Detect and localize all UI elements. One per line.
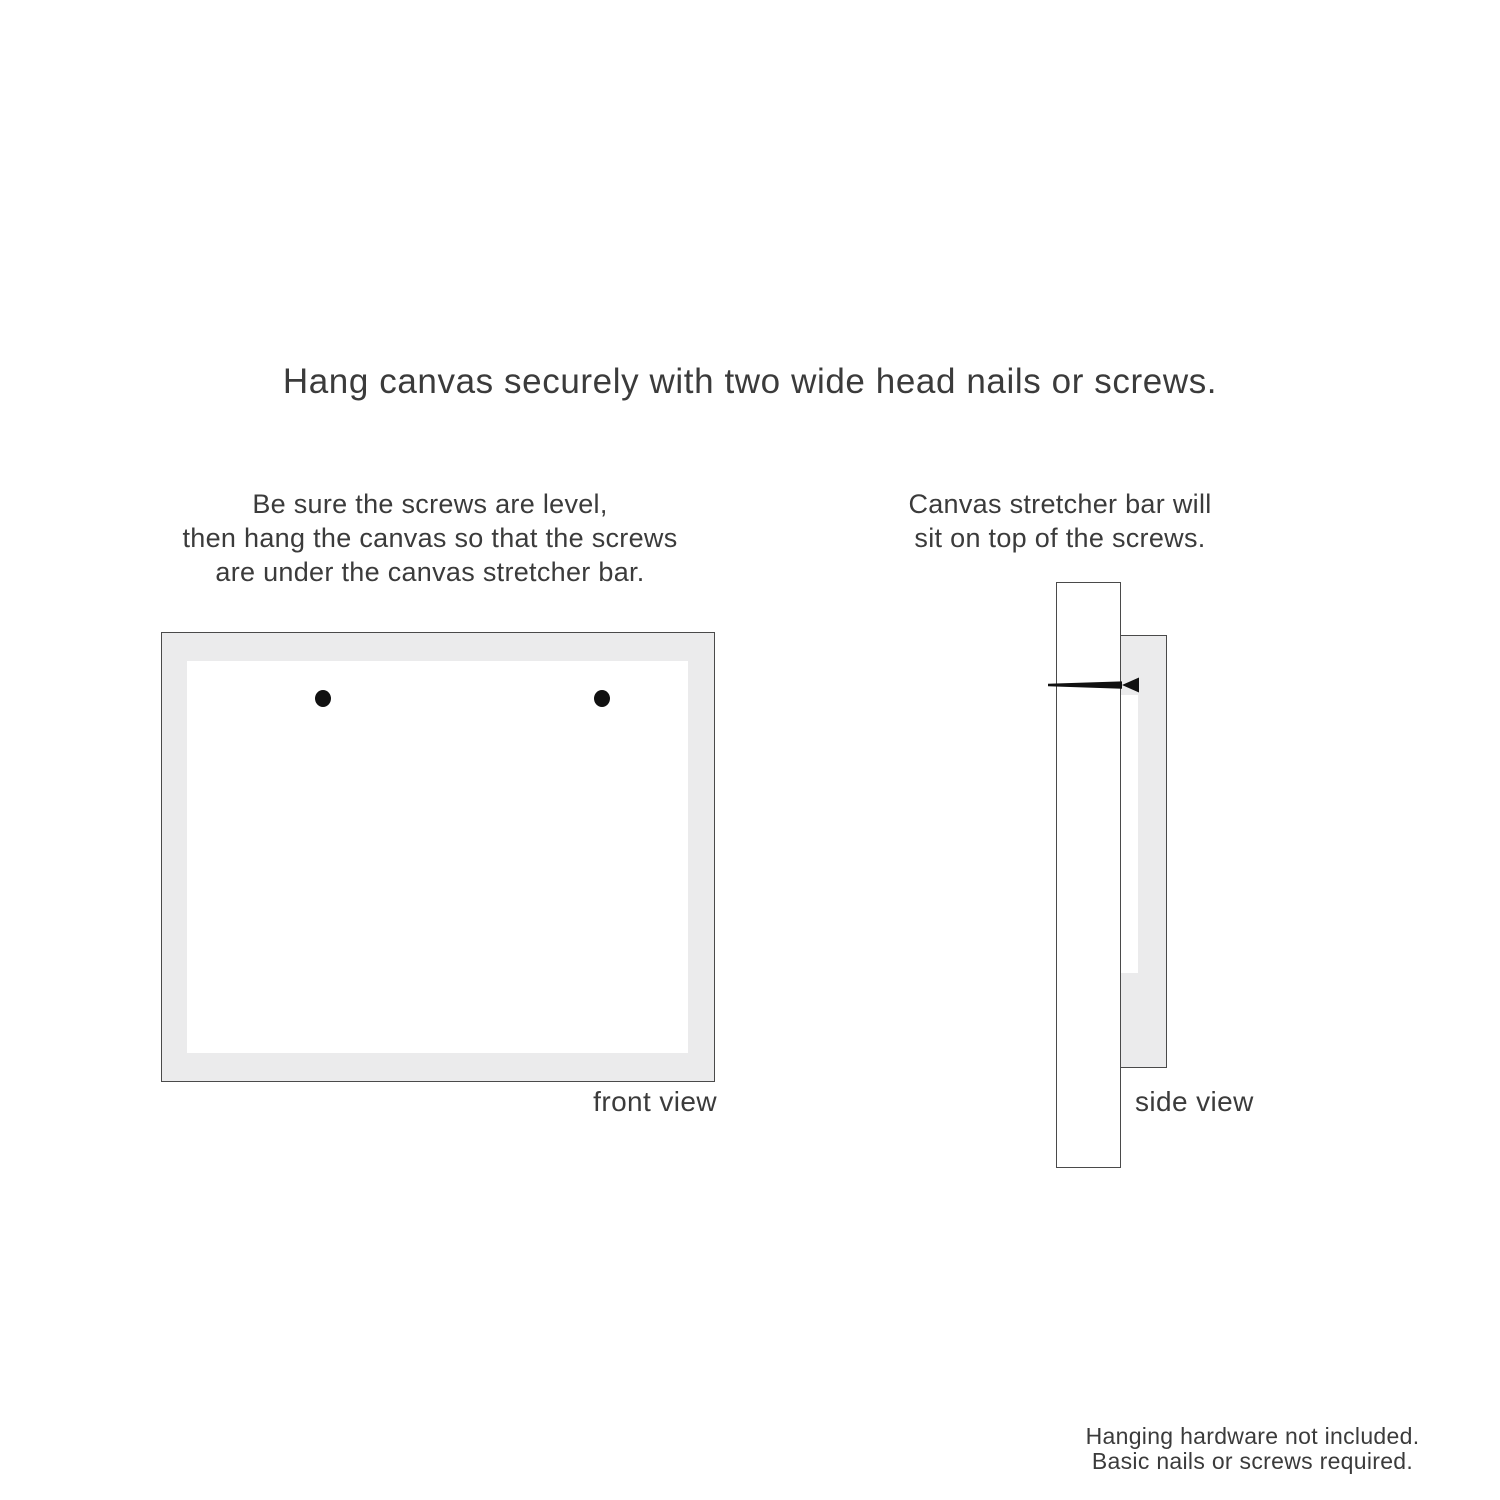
side-view-caption: side view [1135, 1086, 1254, 1117]
side-instruction-line-1: Canvas stretcher bar will [908, 489, 1212, 519]
front-view-canvas-face [187, 661, 688, 1053]
nail-icon [1040, 668, 1145, 702]
footer-line-1: Hanging hardware not included. [1085, 1423, 1420, 1449]
page-title: Hang canvas securely with two wide head nails or screws. [282, 362, 1218, 401]
side-view-instructions [880, 487, 1240, 555]
screw-dot-right-icon [594, 690, 610, 707]
front-view-instructions [140, 487, 720, 589]
side-instruction-line-2: sit on top of the screws. [914, 523, 1206, 553]
side-view-canvas-inner-gap [1121, 695, 1138, 973]
footer-note [1040, 1424, 1465, 1474]
footer-line-2: Basic nails or screws required. [1091, 1448, 1414, 1474]
front-instruction-line-3: are under the canvas stretcher bar. [215, 557, 645, 587]
screw-dot-left-icon [315, 690, 331, 707]
front-instruction-line-2: then hang the canvas so that the screws [182, 523, 678, 553]
front-view-caption: front view [593, 1086, 717, 1117]
front-instruction-line-1: Be sure the screws are level, [252, 489, 608, 519]
front-view-canvas-frame [161, 632, 715, 1082]
